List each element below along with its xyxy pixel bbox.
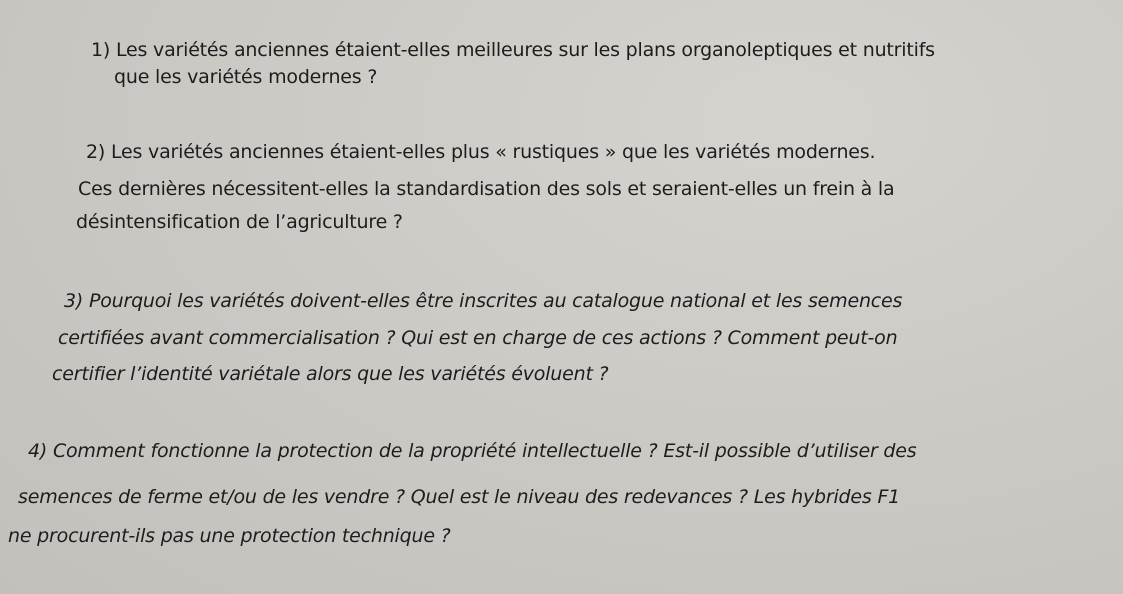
question-4-line-1: 4) Comment fonctionne la protection de la propriété intellectuelle ? Est-il possible d’utiliser des (28, 440, 917, 462)
question-3-line-2: certifiées avant commercialisation ? Qui est en charge de ces actions ? Comment peut-on (58, 327, 898, 349)
question-1-line-1: 1) Les variétés anciennes étaient-elles meilleures sur les plans organoleptiques et nutritifs (91, 39, 935, 61)
question-2-line-1: 2) Les variétés anciennes étaient-elles plus « rustiques » que les variétés modernes. (86, 141, 876, 163)
question-2-line-3: désintensification de l’agriculture ? (76, 211, 403, 233)
question-3-line-1: 3) Pourquoi les variétés doivent-elles être inscrites au catalogue national et les semences (64, 290, 903, 312)
question-4-line-2: semences de ferme et/ou de les vendre ? Quel est le niveau des redevances ? Les hybrides F1 (18, 486, 901, 508)
question-3-line-3: certifier l’identité variétale alors que les variétés évoluent ? (52, 363, 609, 385)
question-1-line-2: que les variétés modernes ? (114, 66, 378, 88)
question-4-line-3: ne procurent-ils pas une protection technique ? (8, 525, 451, 547)
question-2-line-2: Ces dernières nécessitent-elles la standardisation des sols et seraient-elles un frein à la (78, 178, 895, 200)
